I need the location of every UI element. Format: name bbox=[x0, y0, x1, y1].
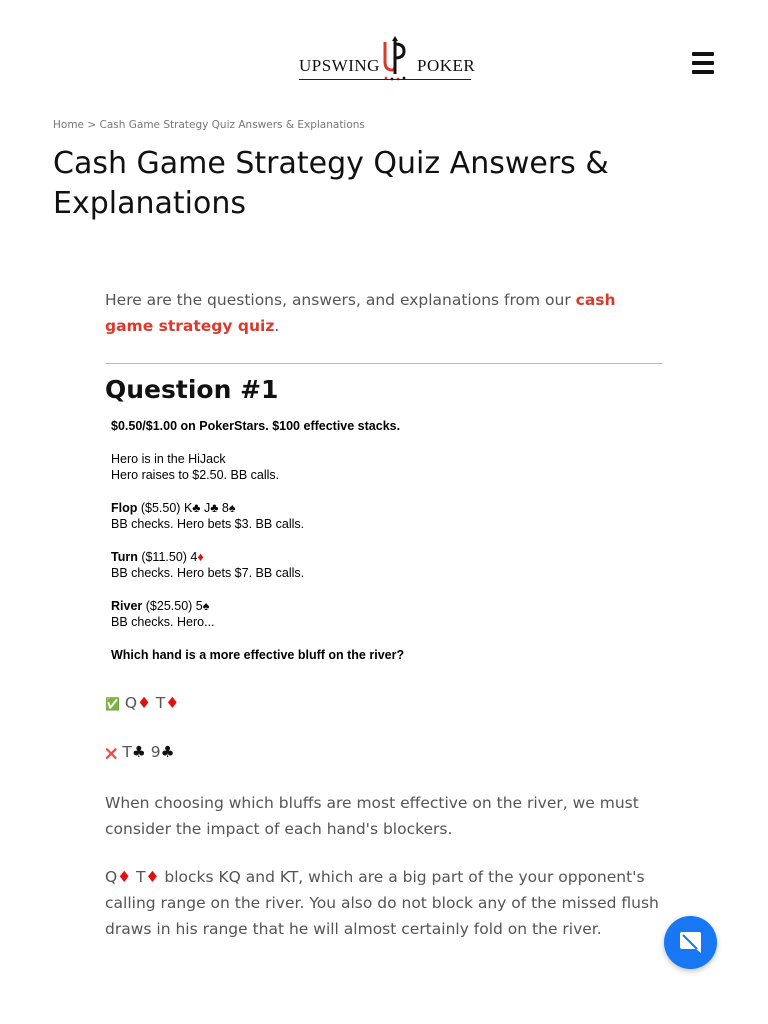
answer-option-correct: ✅ Q♦ T♦ bbox=[105, 694, 180, 712]
upswing-poker-logo[interactable] bbox=[296, 36, 476, 86]
scenario-hero-position: Hero is in the HiJack bbox=[111, 452, 226, 466]
question-heading: Question #1 bbox=[105, 375, 279, 404]
breadcrumb-home-link[interactable]: Home bbox=[53, 119, 85, 131]
logo-text-left: UPSWING bbox=[299, 56, 380, 75]
site-header bbox=[0, 0, 768, 110]
logo-underline bbox=[299, 79, 471, 80]
breadcrumb-current: Cash Game Strategy Quiz Answers & Explanations bbox=[99, 119, 365, 131]
scenario-flop-action: BB checks. Hero bets $3. BB calls. bbox=[111, 517, 305, 531]
chat-bubble-icon bbox=[678, 930, 703, 955]
scenario-turn: Turn ($11.50) 4♦ bbox=[111, 550, 204, 564]
explanation-paragraph-2: Q♦ T♦ blocks KQ and KT, which are a big part of the your opponent's calling range on the river. You also do not block any of the missed flush draws in his range that he will almost certainly fold on the river. bbox=[105, 868, 659, 938]
article-content bbox=[105, 287, 665, 942]
hamburger-icon bbox=[692, 52, 714, 56]
logo-text-right: POKER bbox=[417, 56, 476, 75]
answer-option-incorrect: ❌ T♣ 9♣ bbox=[105, 743, 175, 761]
checkmark-icon: ✅ bbox=[105, 697, 120, 711]
breadcrumb-separator: > bbox=[87, 119, 97, 131]
quiz-link[interactable]: cash game strategy quiz bbox=[105, 291, 616, 335]
hamburger-menu-button[interactable] bbox=[692, 52, 718, 76]
scenario-stakes: $0.50/$1.00 on PokerStars. $100 effective stacks. bbox=[111, 419, 401, 433]
cross-icon: ❌ bbox=[105, 749, 118, 760]
logo-mark-icon bbox=[380, 36, 410, 82]
scenario-preflop: Hero raises to $2.50. BB calls. bbox=[111, 468, 280, 482]
intro-paragraph: Here are the questions, answers, and explanations from our cash game strategy quiz. bbox=[105, 291, 616, 335]
scenario-turn-action: BB checks. Hero bets $7. BB calls. bbox=[111, 566, 305, 580]
scenario-river-action: BB checks. Hero... bbox=[111, 615, 215, 629]
explanation-paragraph-1: When choosing which bluffs are most effective on the river, we must consider the impact of each hand's blockers. bbox=[105, 794, 639, 838]
section-divider bbox=[105, 363, 663, 364]
chat-button[interactable] bbox=[664, 916, 717, 969]
question-scenario-image bbox=[105, 418, 669, 668]
scenario-river: River ($25.50) 5♠ bbox=[111, 599, 210, 613]
breadcrumb bbox=[53, 119, 365, 131]
scenario-flop: Flop ($5.50) K♣ J♣ 8♠ bbox=[111, 501, 236, 515]
page-title: Cash Game Strategy Quiz Answers & Explanations bbox=[53, 146, 609, 221]
scenario-prompt: Which hand is a more effective bluff on the river? bbox=[111, 648, 405, 662]
